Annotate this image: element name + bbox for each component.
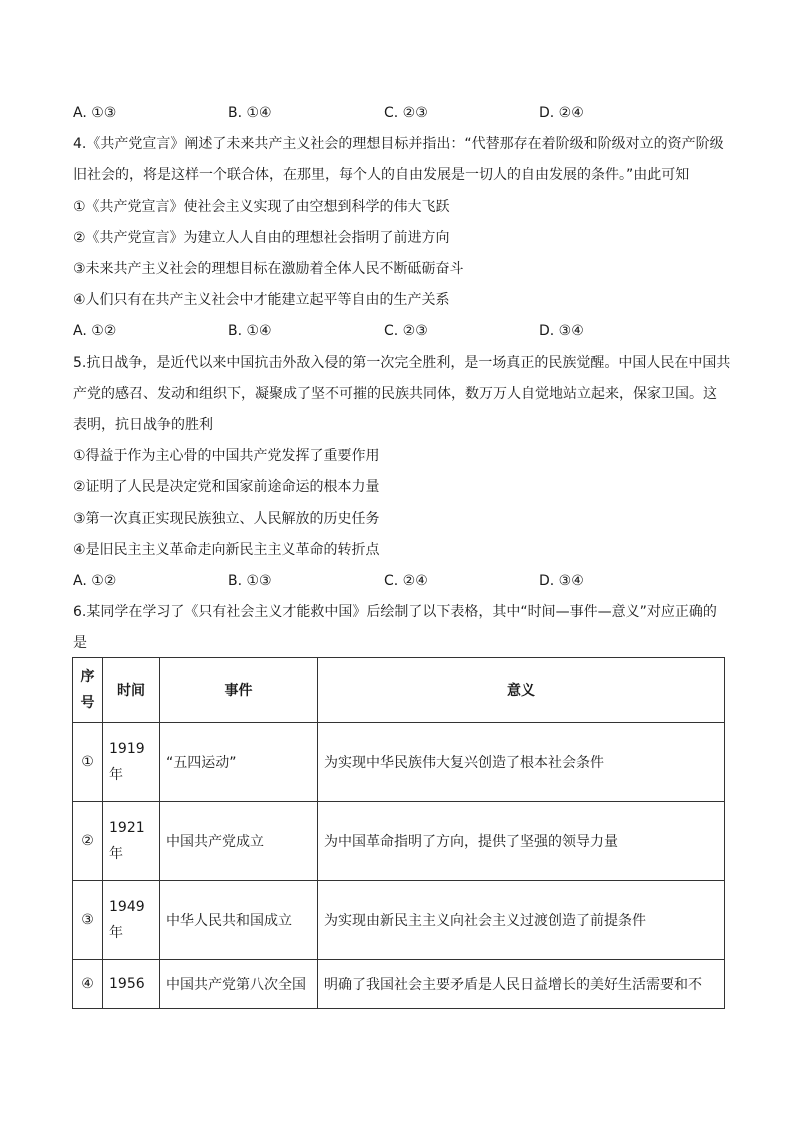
q4-stem-line1: 4.《共产党宣言》阐述了未来共产主义社会的理想目标并指出：“代替那存在着阶级和阶级对立的资产阶级 xyxy=(73,136,724,152)
header-event: 事件 xyxy=(160,658,318,723)
q6-stem-line1: 6.某同学在学习了《只有社会主义才能救中国》后绘制了以下表格，其中“时间—事件—意义”对应正确的 xyxy=(73,604,717,620)
q5-option-b[interactable]: B. ①③ xyxy=(228,573,272,589)
cell-event: 中国共产党第八次全国 xyxy=(160,960,318,1009)
q5-options xyxy=(73,571,733,591)
q4-options xyxy=(73,321,733,341)
q3-options xyxy=(73,103,733,123)
cell-num: ② xyxy=(73,802,103,881)
cell-meaning: 为实现由新民主主义向社会主义过渡创造了前提条件 xyxy=(318,881,725,960)
q4-option-c[interactable]: C. ②③ xyxy=(384,323,428,339)
cell-meaning: 为中国革命指明了方向，提供了坚强的领导力量 xyxy=(318,802,725,881)
cell-nian: 年 xyxy=(109,925,123,941)
q3-option-d[interactable]: D. ②④ xyxy=(539,105,584,121)
q5-stem-line2: 产党的感召、发动和组织下，凝聚成了坚不可摧的民族共同体，数万万人自觉地站立起来，保家卫国。这 xyxy=(73,386,717,402)
cell-num: ④ xyxy=(73,960,103,1009)
cell-meaning: 明确了我国社会主要矛盾是人民日益增长的美好生活需要和不 xyxy=(318,960,725,1009)
q5-stem-line1: 5.抗日战争，是近代以来中国抗击外敌入侵的第一次完全胜利，是一场真正的民族觉醒。中国人民在中国共 xyxy=(73,355,731,371)
cell-event: 中华人民共和国成立 xyxy=(160,881,318,960)
q4-item-1: ①《共产党宣言》使社会主义实现了由空想到科学的伟大飞跃 xyxy=(73,199,450,215)
header-num-line2: 号 xyxy=(80,695,95,711)
q6-table xyxy=(72,657,725,1009)
q5-item-3: ③第一次真正实现民族独立、人民解放的历史任务 xyxy=(73,511,380,527)
q4-stem-line2: 旧社会的，将是这样一个联合体，在那里，每个人的自由发展是一切人的自由发展的条件。”由此可知 xyxy=(73,167,690,183)
header-num-line1: 序 xyxy=(80,669,95,685)
cell-event: 中国共产党成立 xyxy=(160,802,318,881)
cell-num: ① xyxy=(73,723,103,802)
header-num xyxy=(73,658,103,723)
q4-item-3: ③未来共产主义社会的理想目标在激励着全体人民不断砥砺奋斗 xyxy=(73,261,464,277)
q4-option-b[interactable]: B. ①④ xyxy=(228,323,272,339)
q5-item-4: ④是旧民主主义革命走向新民主主义革命的转折点 xyxy=(73,542,380,558)
cell-year: 1919 xyxy=(109,741,145,757)
cell-time xyxy=(103,881,160,960)
table-header-row xyxy=(73,658,725,723)
cell-meaning: 为实现中华民族伟大复兴创造了根本社会条件 xyxy=(318,723,725,802)
header-meaning: 意义 xyxy=(318,658,725,723)
q6-stem-line2: 是 xyxy=(73,635,87,651)
q3-option-a[interactable]: A. ①③ xyxy=(73,105,117,121)
q5-option-a[interactable]: A. ①② xyxy=(73,573,117,589)
q4-item-4: ④人们只有在共产主义社会中才能建立起平等自由的生产关系 xyxy=(73,292,450,308)
cell-year: 1921 xyxy=(109,820,145,836)
q5-item-1: ①得益于作为主心骨的中国共产党发挥了重要作用 xyxy=(73,448,380,464)
table-row xyxy=(73,802,725,881)
q5-item-2: ②证明了人民是决定党和国家前途命运的根本力量 xyxy=(73,479,380,495)
q5-option-c[interactable]: C. ②④ xyxy=(384,573,428,589)
cell-event: “五四运动” xyxy=(160,723,318,802)
cell-year: 1956 xyxy=(109,976,145,992)
q4-option-d[interactable]: D. ③④ xyxy=(539,323,584,339)
q5-stem-line3: 表明，抗日战争的胜利 xyxy=(73,417,213,433)
cell-time xyxy=(103,802,160,881)
q3-option-b[interactable]: B. ①④ xyxy=(228,105,272,121)
cell-time xyxy=(103,723,160,802)
cell-year: 1949 xyxy=(109,899,145,915)
q4-option-a[interactable]: A. ①② xyxy=(73,323,117,339)
q3-option-c[interactable]: C. ②③ xyxy=(384,105,428,121)
cell-nian: 年 xyxy=(109,846,123,862)
table-row xyxy=(73,881,725,960)
cell-num: ③ xyxy=(73,881,103,960)
q4-item-2: ②《共产党宣言》为建立人人自由的理想社会指明了前进方向 xyxy=(73,230,450,246)
cell-time xyxy=(103,960,160,1009)
header-time: 时间 xyxy=(103,658,160,723)
q5-option-d[interactable]: D. ③④ xyxy=(539,573,584,589)
table-row xyxy=(73,723,725,802)
table-row xyxy=(73,960,725,1009)
cell-nian: 年 xyxy=(109,767,123,783)
